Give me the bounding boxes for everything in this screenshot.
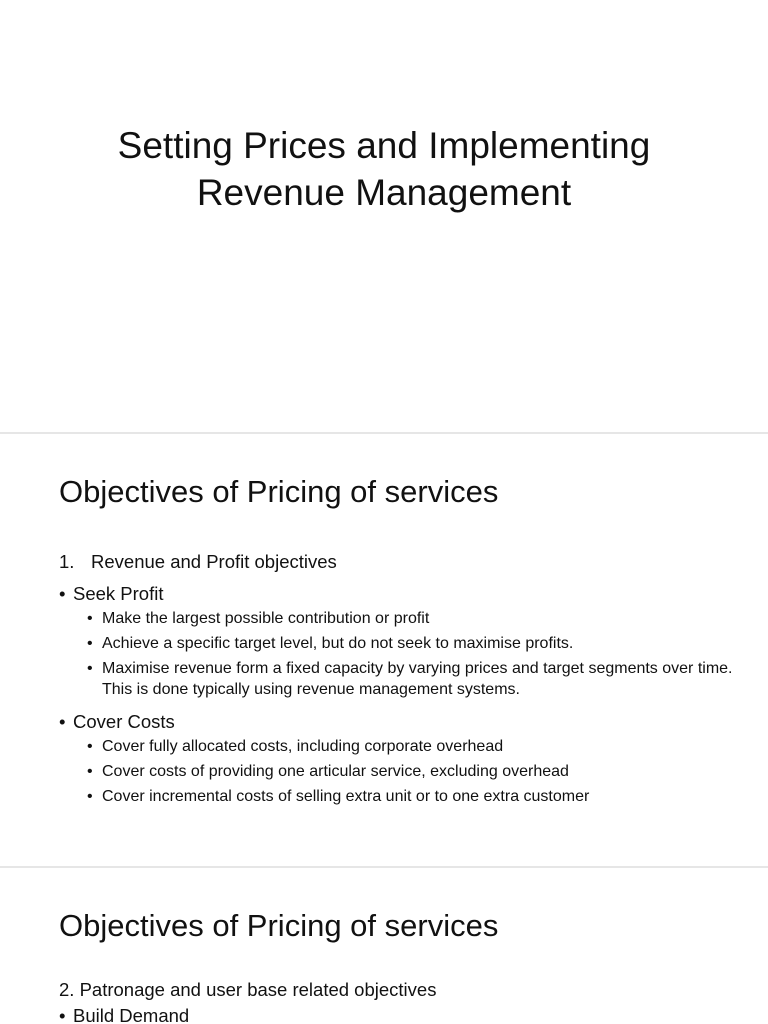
title-line-2: Revenue Management [196, 172, 572, 213]
sub-bullet: • Cover costs of providing one articular service, excluding overhead [87, 761, 739, 782]
slide-objectives-2 [0, 868, 768, 1024]
bullet-seek-profit: • Seek Profit [59, 582, 739, 606]
slide-heading: Objectives of Pricing of services [59, 474, 499, 509]
title-line-1: Setting Prices and Implementing [117, 125, 651, 166]
bullet-cover-costs: • Cover Costs [59, 710, 739, 734]
slide-title-heading [0, 122, 768, 216]
sub-bullet: • Maximise revenue form a fixed capacity by varying prices and target segments over time. This is done typically using revenue management systems. [87, 658, 739, 700]
sub-bullet: • Cover fully allocated costs, including corporate overhead [87, 736, 739, 757]
bullet-build-demand: • Build Demand [59, 1004, 739, 1024]
slide-objectives-1 [0, 434, 768, 866]
subheading-patronage: 2. Patronage and user base related objectives [59, 979, 437, 1000]
slide-body [59, 978, 739, 1024]
sub-bullet: • Make the largest possible contribution or profit [87, 608, 739, 629]
sub-bullet: • Achieve a specific target level, but do not seek to maximise profits. [87, 633, 739, 654]
sub-bullet: • Cover incremental costs of selling extra unit or to one extra customer [87, 786, 739, 807]
slide-title [0, 0, 768, 432]
item-text: Revenue and Profit objectives [91, 551, 337, 572]
numbered-item [59, 550, 739, 574]
item-number: 1. [59, 551, 75, 572]
slide-body [59, 550, 739, 811]
slide-heading: Objectives of Pricing of services [59, 908, 499, 943]
